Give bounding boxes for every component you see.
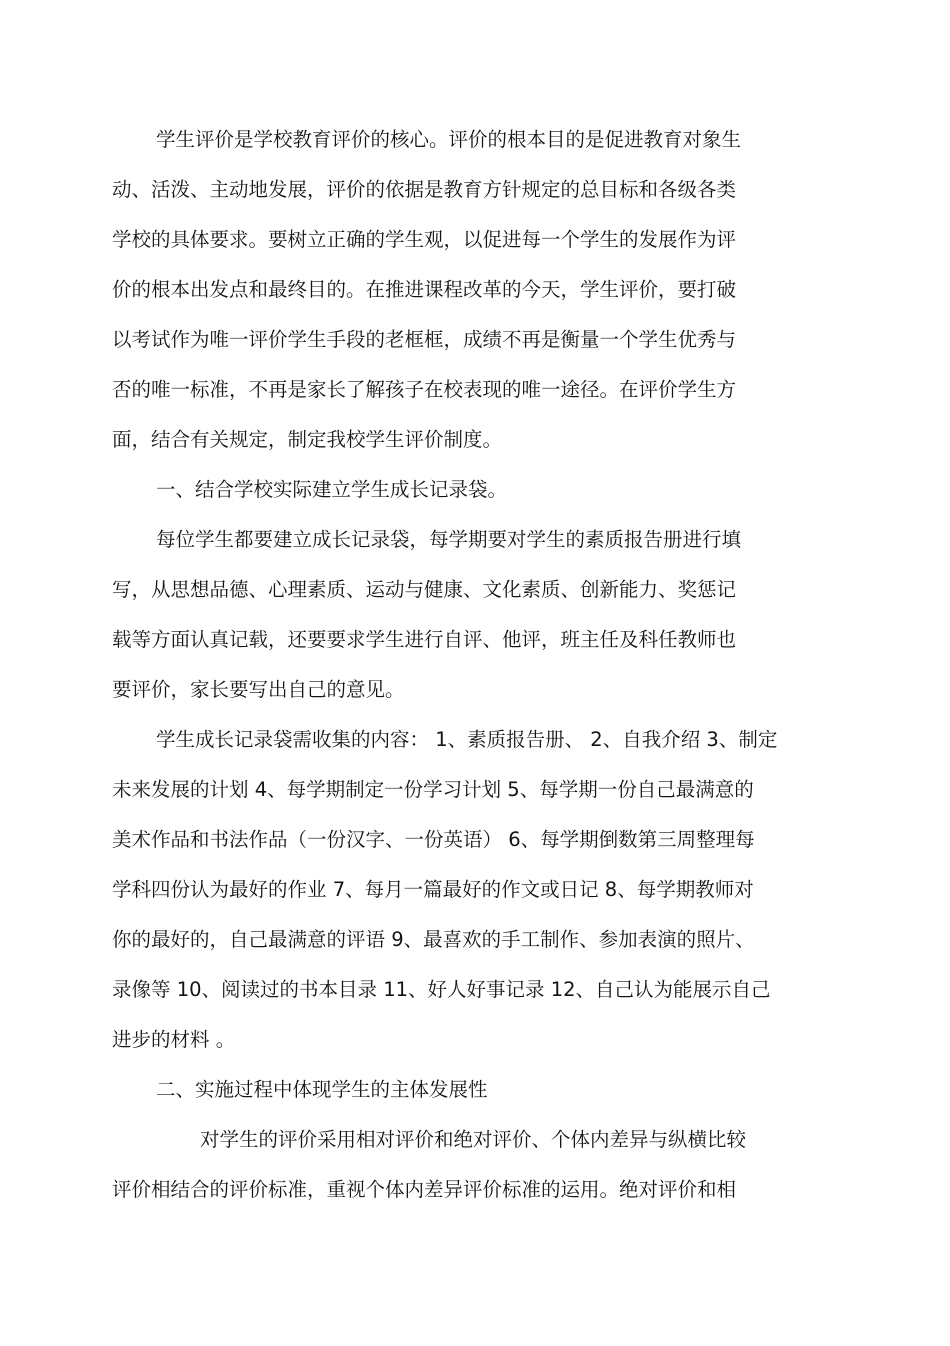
section-heading-2: 二、实施过程中体现学生的主体发展性 (156, 1078, 488, 1101)
text-line: 进步的材料 。 (112, 1028, 236, 1051)
text-line: 每位学生都要建立成长记录袋，每学期要对学生的素质报告册进行填 (156, 528, 742, 551)
text-line: 学校的具体要求。要树立正确的学生观，以促进每一个学生的发展作为评 (112, 228, 737, 251)
text-line: 学生评价是学校教育评价的核心。评价的根本目的是促进教育对象生 (156, 128, 742, 151)
text-line: 未来发展的计划 4、每学期制定一份学习计划 5、每学期一份自己最满意的 (112, 778, 754, 801)
text-line: 评价相结合的评价标准，重视个体内差异评价标准的运用。绝对评价和相 (112, 1178, 737, 1201)
text-line: 学科四份认为最好的作业 7、每月一篇最好的作文或日记 8、每学期教师对 (112, 878, 754, 901)
text-line: 你的最好的，自己最满意的评语 9、最喜欢的手工制作、参加表演的照片、 (112, 928, 755, 951)
text-line: 载等方面认真记载，还要要求学生进行自评、他评，班主任及科任教师也 (112, 628, 737, 651)
text-line: 学生成长记录袋需收集的内容： 1、素质报告册、 2、自我介绍 3、制定 (156, 728, 778, 751)
text-line: 面，结合有关规定，制定我校学生评价制度。 (112, 428, 503, 451)
text-line: 动、活泼、主动地发展，评价的依据是教育方针规定的总目标和各级各类 (112, 178, 737, 201)
section-heading-1: 一、结合学校实际建立学生成长记录袋。 (156, 478, 508, 501)
text-line: 录像等 10、阅读过的书本目录 11、好人好事记录 12、自己认为能展示自己 (112, 978, 771, 1001)
text-line: 以考试作为唯一评价学生手段的老框框，成绩不再是衡量一个学生优秀与 (112, 328, 737, 351)
text-line: 美术作品和书法作品（一份汉字、一份英语） 6、每学期倒数第三周整理每 (112, 828, 755, 851)
text-line: 价的根本出发点和最终目的。在推进课程改革的今天，学生评价，要打破 (112, 278, 737, 301)
text-line: 对学生的评价采用相对评价和绝对评价、个体内差异与纵横比较 (200, 1128, 747, 1151)
text-line: 要评价，家长要写出自己的意见。 (112, 678, 405, 701)
text-line: 写，从思想品德、心理素质、运动与健康、文化素质、创新能力、奖惩记 (112, 578, 737, 601)
text-line: 否的唯一标准，不再是家长了解孩子在校表现的唯一途径。在评价学生方 (112, 378, 737, 401)
